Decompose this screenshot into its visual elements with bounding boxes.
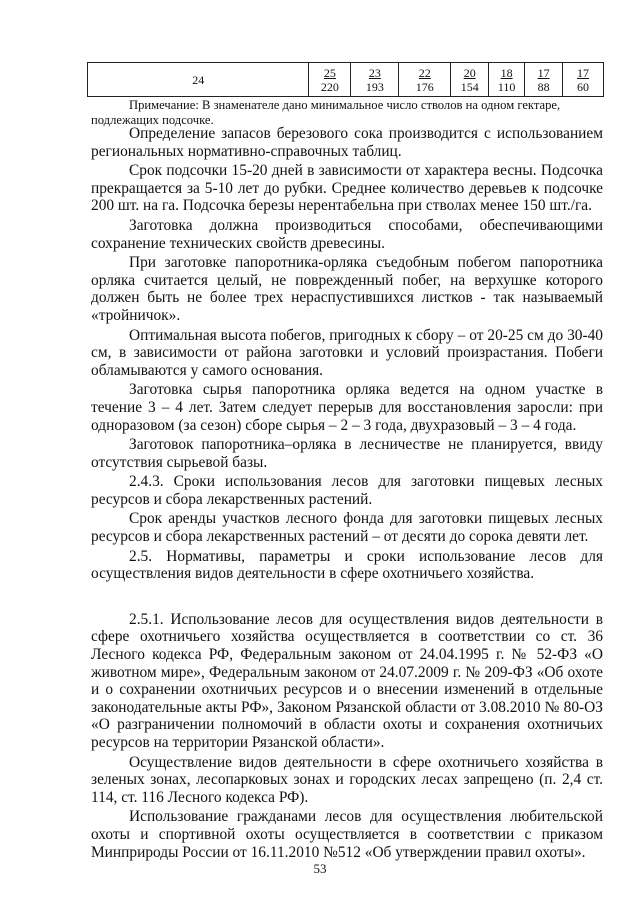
- cell-numerator: 23: [368, 65, 381, 80]
- table-cell: [525, 63, 563, 97]
- cell-numerator: 22: [418, 65, 431, 80]
- cell-denominator: 60: [577, 79, 590, 94]
- table-cell: [563, 63, 604, 97]
- paragraph: 2.5.1. Использование лесов для осуществления видов деятельности в сфере охотничьего хозяйства осуществляется в соответствии со ст. 36 Лесного кодекса РФ, Федеральным законом от 24.04.1995 г. № 52-ФЗ «О животном мире», Федеральным законом от 24.07.2009 г. № 209-ФЗ «Об охоте и о сохранении охотничьих ресурсов и о внесении изменений в отдельные законодательные акты РФ», Законом Рязанской области от 3.08.2010 № 80-ОЗ «О разграничении полномочий в области охоты и сохранения охотничьих ресурсов на территории Рязанской области».: [91, 610, 603, 751]
- paragraph: Срок аренды участков лесного фонда для заготовки пищевых лесных ресурсов и сбора лекарственных растений – от десяти до сорока девяти лет.: [91, 510, 603, 546]
- section-heading: 2.4.3. Сроки использования лесов для заготовки пищевых лесных ресурсов и сбора лекарственных растений.: [91, 473, 603, 508]
- cell-denominator: 154: [460, 79, 479, 94]
- note-line: подлежащих подсочке.: [91, 112, 214, 127]
- table-cell: [399, 63, 451, 97]
- paragraph: При заготовке папоротника-орляка съедобным побегом папоротника орляка считается целый, не поврежденный побег, на верхушке которого должен быть не более трех нераспустившихся листков - так называемый «тройничок».: [91, 254, 603, 324]
- cell-numerator: 20: [463, 65, 476, 80]
- paragraph: Заготовка должна производиться способами, обеспечивающими сохранение технических свойств древесины.: [91, 216, 603, 252]
- cell-denominator: 110: [497, 79, 516, 94]
- paragraph: Оптимальная высота побегов, пригодных к сбору – от 20-25 см до 30-40 см, в зависимости от района заготовки и условий произрастания. Побеги обламываются у самого основания.: [91, 326, 603, 379]
- body-text: [91, 125, 603, 861]
- table-fragment: [87, 62, 604, 97]
- cell-denominator: 193: [365, 79, 384, 94]
- section-heading: 2.5. Нормативы, параметры и сроки использование лесов для осуществления видов деятельности в сфере охотничьего хозяйства.: [91, 547, 603, 583]
- cell-numerator: 18: [500, 65, 513, 80]
- paragraph: Использование гражданами лесов для осуществления любительской охоты и спортивной охоты осуществляется в соответствии с приказом Минприроды России от 16.11.2010 №512 «Об утверждении правил охоты».: [91, 808, 603, 861]
- paragraph: Срок подсочки 15-20 дней в зависимости от характера весны. Подсочка прекращается за 5-10 лет до рубки. Среднее количество деревьев к подсочке 200 шт. на га. Подсочка березы нерентабельна при стволах менее 150 шт./га.: [91, 162, 603, 215]
- table-cell: [489, 63, 525, 97]
- cell-denominator: 220: [320, 79, 339, 94]
- cell-numerator: 25: [323, 65, 336, 80]
- table-note: [91, 98, 603, 127]
- table-row: [88, 63, 604, 97]
- page-number: 53: [313, 861, 327, 876]
- paragraph: Заготовок папоротника–орляка в лесничестве не планируется, ввиду отсутствия сырьевой базы.: [91, 436, 603, 471]
- paragraph: Определение запасов березового сока производится с использованием региональных нормативно-справочных таблиц.: [91, 125, 603, 160]
- cell-numerator: 17: [577, 65, 590, 80]
- paragraph: Заготовка сырья папоротника орляка ведется на одном участке в течение 3 – 4 лет. Затем следует перерыв для восстановления заросли: при одноразовом (за сезон) сборе сырья – 2 – 3 года, двухразовый – 3 – 4 года.: [91, 381, 603, 434]
- cell-denominator: 176: [415, 79, 434, 94]
- cell-numerator: 17: [537, 65, 550, 80]
- cell-denominator: 88: [537, 79, 550, 94]
- table-cell: [451, 63, 489, 97]
- note-line: Примечание: В знаменателе дано минимальное число стволов на одном гектаре,: [129, 98, 561, 112]
- table-cell: [309, 63, 351, 97]
- table-cell: [351, 63, 399, 97]
- paragraph: Осуществление видов деятельности в сфере охотничьего хозяйства в зеленых зонах, лесопарковых зонах и городских лесах запрещено (п. 2,4 ст. 114, ст. 116 Лесного кодекса РФ).: [91, 753, 603, 806]
- row-label: 24: [88, 63, 309, 97]
